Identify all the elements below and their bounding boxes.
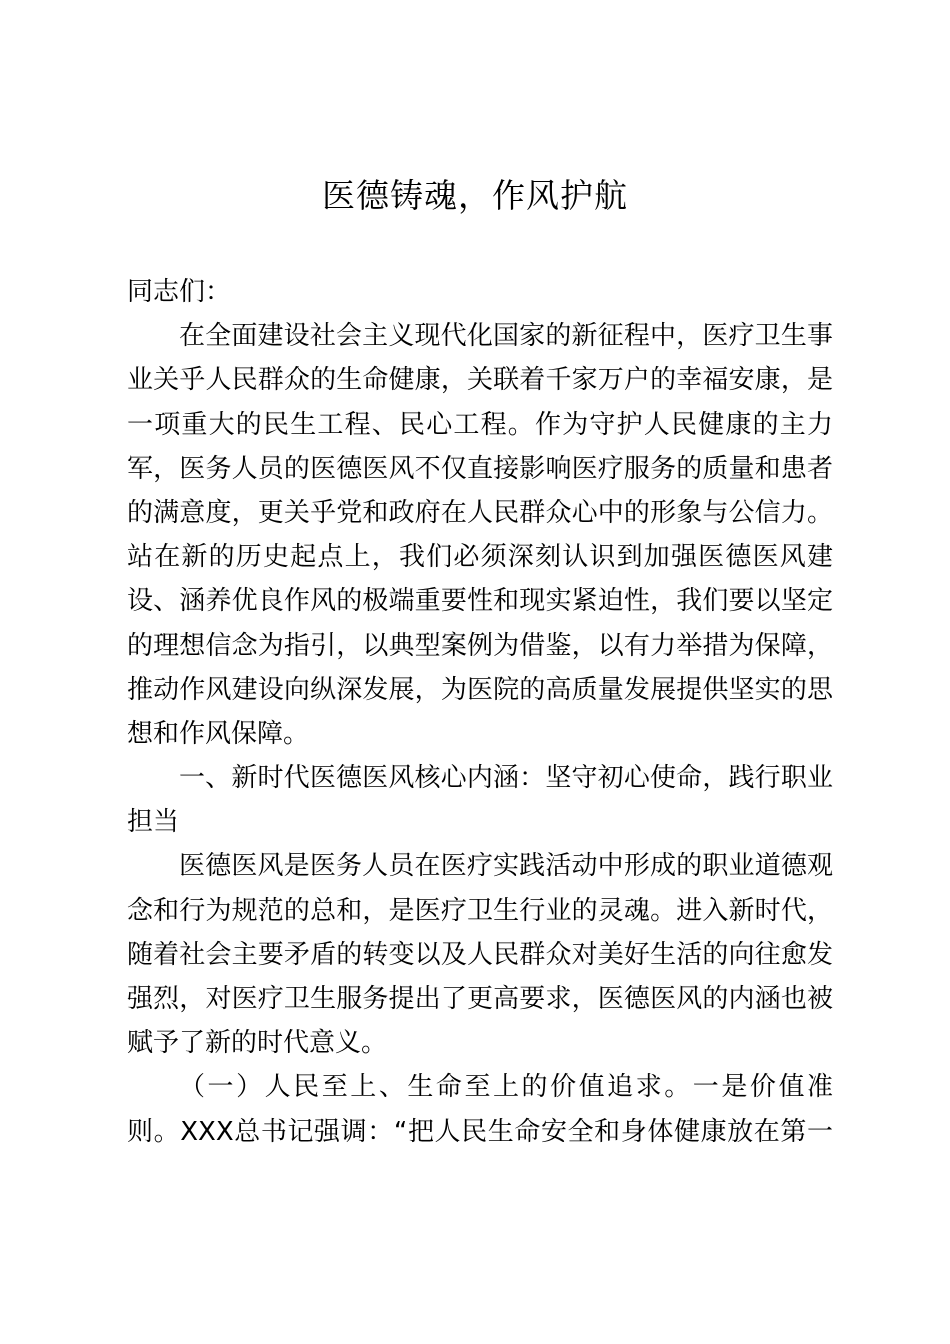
- paragraph-line: 念和行为规范的总和，是医疗卫生行业的灵魂。进入新时代，: [127, 895, 833, 926]
- paragraph-line: 赋予了新的时代意义。: [127, 1028, 388, 1059]
- paragraph-line: 的理想信念为指引，以典型案例为借鉴，以有力举措为保障，: [127, 630, 833, 661]
- paragraph-line: 想和作风保障。: [127, 718, 310, 749]
- paragraph-line: 推动作风建设向纵深发展，为医院的高质量发展提供坚实的思: [127, 674, 833, 705]
- subsection-line: 则。XXX总书记强调：“把人民生命安全和身体健康放在第一: [127, 1116, 833, 1147]
- paragraph-line: 在全面建设社会主义现代化国家的新征程中，医疗卫生事: [179, 321, 833, 352]
- paragraph-line: 站在新的历史起点上，我们必须深刻认识到加强医德医风建: [127, 542, 833, 573]
- paragraph-line: 军，医务人员的医德医风不仅直接影响医疗服务的质量和患者: [127, 453, 833, 484]
- section-heading-line: 一、新时代医德医风核心内涵：坚守初心使命，践行职业: [179, 763, 833, 794]
- salutation-line: 同志们：: [127, 277, 232, 307]
- paragraph-line: 医德医风是医务人员在医疗实践活动中形成的职业道德观: [179, 851, 833, 882]
- document-title: 医德铸魂，作风护航: [322, 176, 628, 215]
- paragraph-line: 业关乎人民群众的生命健康，关联着千家万户的幸福安康，是: [127, 365, 833, 396]
- paragraph-line: 设、涵养优良作风的极端重要性和现实紧迫性，我们要以坚定: [127, 586, 833, 617]
- paragraph-line: 强烈，对医疗卫生服务提出了更高要求，医德医风的内涵也被: [127, 984, 833, 1014]
- paragraph-line: 的满意度，更关乎党和政府在人民群众心中的形象与公信力。: [127, 497, 833, 528]
- document-body: [127, 270, 833, 1154]
- paragraph-line: 随着社会主要矛盾的转变以及人民群众对美好生活的向往愈发: [127, 939, 833, 970]
- section-heading-line: 担当: [127, 807, 180, 838]
- subsection-line: （一）人民至上、生命至上的价值追求。一是价值准: [179, 1072, 833, 1103]
- paragraph-line: 一项重大的民生工程、民心工程。作为守护人民健康的主力: [127, 409, 833, 440]
